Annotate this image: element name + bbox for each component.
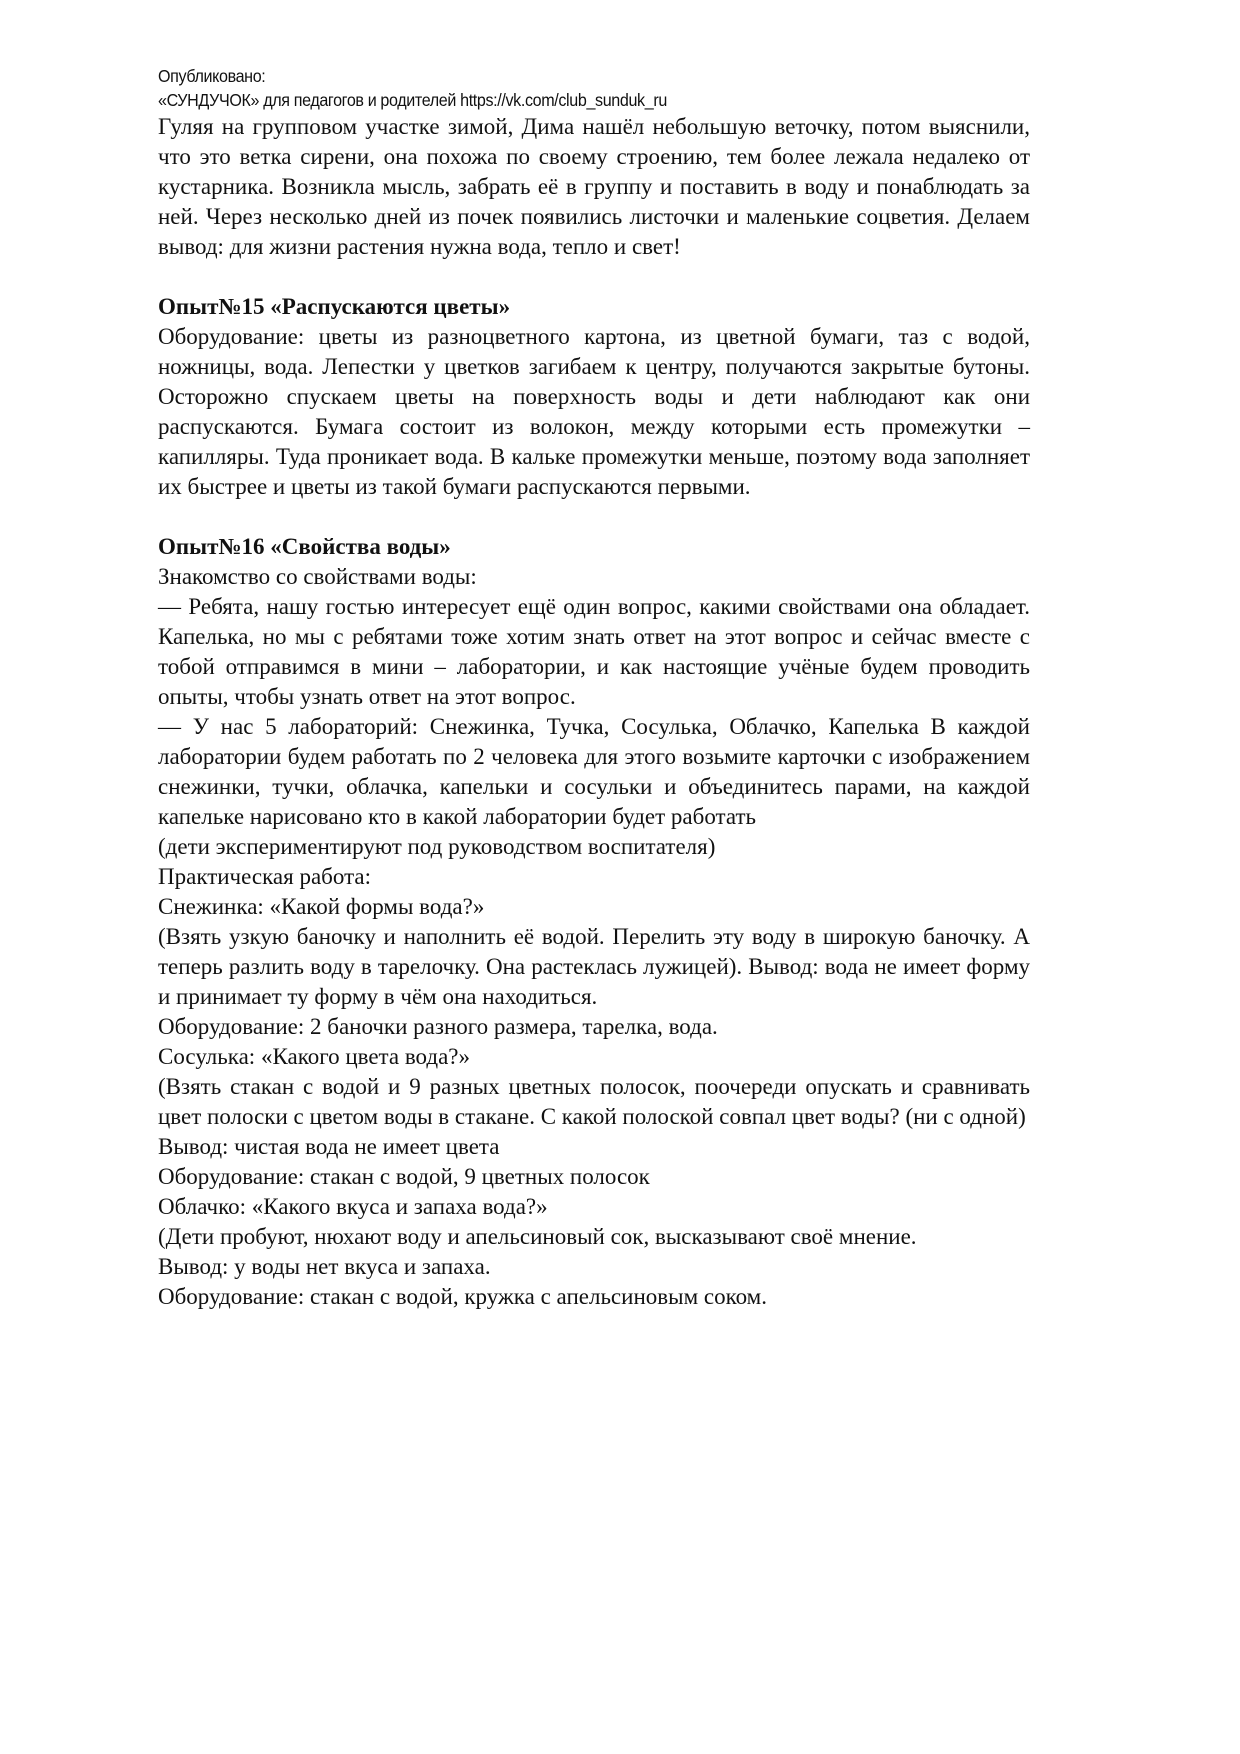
snowflake-title: Снежинка: «Какой формы вода?» xyxy=(158,894,485,919)
cloud-equipment: Оборудование: стакан с водой, кружка с апельсиновым соком. xyxy=(158,1284,767,1309)
experiment-16-title: Опыт№16 «Свойства воды» xyxy=(158,534,451,559)
experiment-16-note: (дети экспериментируют под руководством воспитателя) xyxy=(158,834,716,859)
document-page xyxy=(158,64,1030,1312)
icicle-title: Сосулька: «Какого цвета вода?» xyxy=(158,1044,471,1069)
practical-work-label: Практическая работа: xyxy=(158,864,372,889)
intro-paragraph: Гуляя на групповом участке зимой, Дима нашёл небольшую веточку, потом выяснили, что это ветка сирени, она похожа по своему строению, тем более лежала недалеко от кустарника. Возникла мысль, забрать её в группу и поставить в воду и понаблюдать за ней. Через несколько дней из почек появились листочки и маленькие соцветия. Делаем вывод: для жизни растения нужна вода, тепло и свет! xyxy=(158,114,1030,259)
experiment-16-dialogue-2: — У нас 5 лабораторий: Снежинка, Тучка, Сосулька, Облачко, Капелька В каждой лаборатории будем работать по 2 человека для этого возьмите карточки с изображением снежинки, тучки, облачка, капельки и сосульки и объединитесь парами, на каждой капельке нарисовано кто в какой лаборатории будет работать xyxy=(158,714,1030,829)
icicle-conclusion: Вывод: чистая вода не имеет цвета xyxy=(158,1134,500,1159)
cloud-text: (Дети пробуют, нюхают воду и апельсиновый сок, высказывают своё мнение. xyxy=(158,1224,917,1249)
icicle-equipment: Оборудование: стакан с водой, 9 цветных полосок xyxy=(158,1164,650,1189)
source-line: «СУНДУЧОК» для педагогов и родителей https://vk.com/club_sunduk_ru xyxy=(158,90,667,110)
spacer xyxy=(158,502,1030,532)
spacer xyxy=(158,262,1030,292)
snowflake-equipment: Оборудование: 2 баночки разного размера, тарелка, вода. xyxy=(158,1014,718,1039)
experiment-15-title: Опыт№15 «Распускаются цветы» xyxy=(158,294,511,319)
experiment-16-dialogue-1: — Ребята, нашу гостью интересует ещё один вопрос, какими свойствами она обладает. Капелька, но мы с ребятами тоже хотим знать ответ на этот вопрос и сейчас вместе с тобой отправимся в мини – лаборатории, и как настоящие учёные будем проводить опыты, чтобы узнать ответ на этот вопрос. xyxy=(158,594,1030,709)
cloud-title: Облачко: «Какого вкуса и запаха вода?» xyxy=(158,1194,548,1219)
cloud-conclusion: Вывод: у воды нет вкуса и запаха. xyxy=(158,1254,491,1279)
experiment-16-intro-label: Знакомство со свойствами воды: xyxy=(158,564,477,589)
icicle-text: (Взять стакан с водой и 9 разных цветных полосок, поочереди опускать и сравнивать цвет полоски с цветом воды в стакане. С какой полоской совпал цвет воды? (ни с одной) xyxy=(158,1074,1030,1129)
experiment-15-text: Оборудование: цветы из разноцветного картона, из цветной бумаги, таз с водой, ножницы, вода. Лепестки у цветков загибаем к центру, получаются закрытые бутоны. Осторожно спускаем цветы на поверхность воды и дети наблюдают как они распускаются. Бумага состоит из волокон, между которыми есть промежутки – капилляры. Туда проникает вода. В кальке промежутки меньше, поэтому вода заполняет их быстрее и цветы из такой бумаги распускаются первыми. xyxy=(158,324,1030,499)
snowflake-text: (Взять узкую баночку и наполнить её водой. Перелить эту воду в широкую баночку. А теперь разлить воду в тарелочку. Она растеклась лужицей). Вывод: вода не имеет форму и принимает ту форму в чём она находиться. xyxy=(158,924,1030,1009)
published-label: Опубликовано: xyxy=(158,66,266,86)
